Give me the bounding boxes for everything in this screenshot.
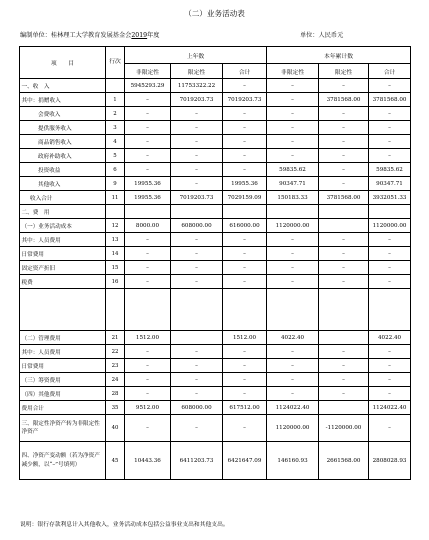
- row-label: 四、净资产变动额（若为净资产减少额，以“–”号填列）: [20, 442, 106, 480]
- row-line-no: 24: [106, 373, 125, 387]
- cell-prior-unrestricted: 9512.00: [125, 401, 171, 415]
- cell-current-restricted: 2661568.00: [319, 442, 369, 480]
- cell-prior-unrestricted: –: [125, 93, 171, 107]
- cell-prior-total: 7029159.09: [223, 191, 267, 205]
- cell-prior-unrestricted: –: [125, 107, 171, 121]
- cell-current-total: [369, 289, 411, 331]
- cell-current-total: 4022.40: [369, 331, 411, 345]
- row-label: 提供服务收入: [20, 121, 106, 135]
- row-label: （三）筹资费用: [20, 373, 106, 387]
- cell-prior-unrestricted: –: [125, 121, 171, 135]
- cell-prior-unrestricted: –: [125, 233, 171, 247]
- row-label: 投资收益: [20, 163, 106, 177]
- cell-prior-total: –: [223, 373, 267, 387]
- header-prior-year: 上年数: [125, 47, 267, 64]
- cell-prior-total: –: [223, 345, 267, 359]
- header-prior-restricted: 限定性: [171, 64, 223, 79]
- row-line-no: 14: [106, 247, 125, 261]
- cell-current-unrestricted: –: [267, 261, 319, 275]
- row-line-no: 16: [106, 275, 125, 289]
- cell-prior-restricted: 608000.00: [171, 219, 223, 233]
- row-line-no: 23: [106, 359, 125, 373]
- cell-prior-restricted: –: [171, 261, 223, 275]
- cell-current-total: –: [369, 275, 411, 289]
- cell-current-total: –: [369, 261, 411, 275]
- cell-current-restricted: –: [319, 121, 369, 135]
- cell-current-restricted: –: [319, 261, 369, 275]
- cell-prior-unrestricted: 19955.36: [125, 191, 171, 205]
- cell-current-unrestricted: –: [267, 135, 319, 149]
- cell-prior-unrestricted: –: [125, 247, 171, 261]
- table-row: [20, 219, 411, 233]
- row-line-no: [106, 289, 125, 331]
- row-line-no: 13: [106, 233, 125, 247]
- row-line-no: [106, 205, 125, 219]
- cell-prior-total: –: [223, 107, 267, 121]
- cell-prior-total: –: [223, 261, 267, 275]
- row-label: 日常费用: [20, 247, 106, 261]
- cell-current-restricted: –: [319, 387, 369, 401]
- cell-current-restricted: –: [319, 345, 369, 359]
- row-line-no: 22: [106, 345, 125, 359]
- cell-prior-restricted: –: [171, 275, 223, 289]
- row-label: 会费收入: [20, 107, 106, 121]
- row-label: 一、收 入: [20, 79, 106, 93]
- org-line: [20, 30, 160, 42]
- cell-prior-restricted: [171, 331, 223, 345]
- cell-current-unrestricted: –: [267, 149, 319, 163]
- cell-prior-total: –: [223, 149, 267, 163]
- cell-current-unrestricted: –: [267, 233, 319, 247]
- cell-prior-restricted: –: [171, 247, 223, 261]
- table-row: [20, 107, 411, 121]
- cell-prior-total: [223, 289, 267, 331]
- cell-current-restricted: [319, 289, 369, 331]
- cell-current-unrestricted: –: [267, 93, 319, 107]
- cell-prior-total: 1512.00: [223, 331, 267, 345]
- cell-current-restricted: –: [319, 163, 369, 177]
- row-label: 收入合计: [20, 191, 106, 205]
- cell-current-unrestricted: –: [267, 359, 319, 373]
- cell-prior-unrestricted: 8000.00: [125, 219, 171, 233]
- cell-prior-restricted: 7019203.73: [171, 191, 223, 205]
- table-row: [20, 233, 411, 247]
- header-item: 项 目: [20, 47, 106, 79]
- table-row: [20, 289, 411, 331]
- cell-prior-restricted: –: [171, 163, 223, 177]
- cell-current-total: –: [369, 359, 411, 373]
- cell-current-unrestricted: 59835.62: [267, 163, 319, 177]
- table-row: [20, 442, 411, 480]
- cell-current-unrestricted: [267, 205, 319, 219]
- cell-prior-unrestricted: –: [125, 415, 171, 442]
- table-header: [20, 47, 411, 79]
- cell-prior-total: –: [223, 247, 267, 261]
- cell-current-restricted: [319, 205, 369, 219]
- header-line-no: 行次: [106, 47, 125, 79]
- cell-current-restricted: [319, 219, 369, 233]
- table-row: [20, 135, 411, 149]
- cell-prior-unrestricted: [125, 205, 171, 219]
- cell-current-restricted: –: [319, 233, 369, 247]
- table-row: [20, 163, 411, 177]
- activity-statement-table: [19, 46, 411, 480]
- cell-prior-unrestricted: –: [125, 359, 171, 373]
- cell-prior-restricted: –: [171, 345, 223, 359]
- row-label: 税费: [20, 275, 106, 289]
- cell-prior-total: [223, 205, 267, 219]
- cell-current-unrestricted: [267, 289, 319, 331]
- cell-current-unrestricted: 150183.33: [267, 191, 319, 205]
- cell-prior-restricted: –: [171, 387, 223, 401]
- cell-prior-unrestricted: –: [125, 149, 171, 163]
- cell-current-restricted: –: [319, 79, 369, 93]
- cell-current-total: –: [369, 79, 411, 93]
- cell-prior-total: –: [223, 415, 267, 442]
- cell-prior-restricted: –: [171, 177, 223, 191]
- row-line-no: 15: [106, 261, 125, 275]
- cell-current-restricted: –: [319, 107, 369, 121]
- cell-current-total: 1120000.00: [369, 219, 411, 233]
- row-line-no: 35: [106, 401, 125, 415]
- cell-current-total: 3781568.00: [369, 93, 411, 107]
- report-title: （二）业务活动表: [184, 9, 245, 18]
- row-line-no: 4: [106, 135, 125, 149]
- table-row: [20, 359, 411, 373]
- cell-current-restricted: –: [319, 359, 369, 373]
- cell-prior-total: –: [223, 233, 267, 247]
- footnote: 说明：银行存款利息计入其他收入，业务活动成本包括公益事业支出和其他支出。: [20, 522, 229, 528]
- cell-prior-unrestricted: 5945293.29: [125, 79, 171, 93]
- report-year: 2019: [131, 32, 148, 39]
- cell-prior-unrestricted: [125, 289, 171, 331]
- cell-current-restricted: [319, 331, 369, 345]
- report-meta: [0, 30, 429, 42]
- header-current-year: 本年累计数: [267, 47, 411, 64]
- row-label: 其中：人员费用: [20, 345, 106, 359]
- cell-prior-restricted: [171, 289, 223, 331]
- header-current-restricted: 限定性: [319, 64, 369, 79]
- table-row: [20, 345, 411, 359]
- cell-current-unrestricted: 1120000.00: [267, 219, 319, 233]
- cell-current-total: 1124022.40: [369, 401, 411, 415]
- cell-prior-total: 7019203.73: [223, 93, 267, 107]
- header-current-total: 合计: [369, 64, 411, 79]
- cell-current-unrestricted: 1124022.40: [267, 401, 319, 415]
- cell-current-total: –: [369, 373, 411, 387]
- cell-current-unrestricted: 90347.71: [267, 177, 319, 191]
- row-label: 费用合计: [20, 401, 106, 415]
- cell-prior-restricted: –: [171, 135, 223, 149]
- cell-prior-unrestricted: –: [125, 387, 171, 401]
- cell-current-unrestricted: –: [267, 79, 319, 93]
- cell-current-unrestricted: –: [267, 275, 319, 289]
- cell-prior-unrestricted: –: [125, 261, 171, 275]
- cell-current-unrestricted: 1120000.00: [267, 415, 319, 442]
- row-label: （二）管理费用: [20, 331, 106, 345]
- table-row: [20, 415, 411, 442]
- row-label: 商品销售收入: [20, 135, 106, 149]
- cell-current-total: [369, 205, 411, 219]
- cell-current-unrestricted: –: [267, 345, 319, 359]
- table-row: [20, 149, 411, 163]
- row-line-no: 11: [106, 191, 125, 205]
- table-row: [20, 205, 411, 219]
- cell-prior-total: –: [223, 79, 267, 93]
- table-row: [20, 275, 411, 289]
- cell-prior-total: –: [223, 121, 267, 135]
- row-line-no: 21: [106, 331, 125, 345]
- cell-prior-restricted: 6411203.73: [171, 442, 223, 480]
- cell-prior-total: –: [223, 275, 267, 289]
- header-prior-total: 合计: [223, 64, 267, 79]
- org-label: 编制单位：桂林理工大学教育发展基金会: [20, 32, 132, 39]
- cell-prior-restricted: –: [171, 415, 223, 442]
- row-label: 日常费用: [20, 359, 106, 373]
- cell-current-unrestricted: –: [267, 247, 319, 261]
- cell-prior-total: 19955.36: [223, 177, 267, 191]
- table-body: [20, 79, 411, 480]
- cell-current-unrestricted: –: [267, 373, 319, 387]
- cell-current-restricted: [319, 401, 369, 415]
- cell-prior-total: –: [223, 163, 267, 177]
- cell-prior-unrestricted: –: [125, 373, 171, 387]
- table-row: [20, 373, 411, 387]
- cell-prior-unrestricted: 10443.36: [125, 442, 171, 480]
- row-line-no: [106, 79, 125, 93]
- cell-prior-unrestricted: 19955.36: [125, 177, 171, 191]
- cell-current-total: –: [369, 345, 411, 359]
- cell-prior-restricted: –: [171, 149, 223, 163]
- row-line-no: 1: [106, 93, 125, 107]
- cell-current-total: –: [369, 121, 411, 135]
- table-row: [20, 191, 411, 205]
- period-label: 年度: [147, 32, 160, 39]
- cell-prior-restricted: 608000.00: [171, 401, 223, 415]
- cell-current-total: –: [369, 247, 411, 261]
- cell-current-total: –: [369, 107, 411, 121]
- cell-prior-restricted: –: [171, 373, 223, 387]
- cell-prior-restricted: –: [171, 107, 223, 121]
- table-row: [20, 401, 411, 415]
- cell-prior-restricted: 11753322.22: [171, 79, 223, 93]
- cell-current-restricted: –: [319, 177, 369, 191]
- cell-current-total: 3932051.33: [369, 191, 411, 205]
- cell-current-restricted: -1120000.00: [319, 415, 369, 442]
- cell-prior-unrestricted: –: [125, 345, 171, 359]
- cell-current-unrestricted: –: [267, 387, 319, 401]
- cell-current-unrestricted: 146160.93: [267, 442, 319, 480]
- header-current-unrestricted: 非限定性: [267, 64, 319, 79]
- row-line-no: 12: [106, 219, 125, 233]
- row-label: 三、限定性净资产转为非限定性净资产: [20, 415, 106, 442]
- table-row: [20, 387, 411, 401]
- row-line-no: 2: [106, 107, 125, 121]
- row-line-no: 28: [106, 387, 125, 401]
- cell-prior-total: 616000.00: [223, 219, 267, 233]
- cell-prior-unrestricted: –: [125, 163, 171, 177]
- cell-prior-total: –: [223, 135, 267, 149]
- row-label: 其中：人员费用: [20, 233, 106, 247]
- table-row: [20, 121, 411, 135]
- cell-prior-unrestricted: 1512.00: [125, 331, 171, 345]
- table-row: [20, 93, 411, 107]
- cell-current-unrestricted: –: [267, 121, 319, 135]
- cell-prior-restricted: –: [171, 121, 223, 135]
- row-line-no: 40: [106, 415, 125, 442]
- cell-current-restricted: –: [319, 275, 369, 289]
- row-label: 其中：捐赠收入: [20, 93, 106, 107]
- cell-prior-total: 617512.00: [223, 401, 267, 415]
- cell-prior-total: –: [223, 359, 267, 373]
- row-label: 二、费 用: [20, 205, 106, 219]
- row-label: （四）其他费用: [20, 387, 106, 401]
- cell-prior-total: 6421647.09: [223, 442, 267, 480]
- cell-current-restricted: –: [319, 135, 369, 149]
- row-label: 其他收入: [20, 177, 106, 191]
- cell-current-restricted: –: [319, 373, 369, 387]
- cell-current-total: 90347.71: [369, 177, 411, 191]
- header-prior-unrestricted: 非限定性: [125, 64, 171, 79]
- cell-current-restricted: 3781568.00: [319, 93, 369, 107]
- cell-current-total: –: [369, 135, 411, 149]
- table-row: [20, 79, 411, 93]
- row-line-no: 5: [106, 149, 125, 163]
- row-line-no: 3: [106, 121, 125, 135]
- row-label: 政府补助收入: [20, 149, 106, 163]
- cell-current-total: 59835.62: [369, 163, 411, 177]
- cell-current-restricted: 3781568.00: [319, 191, 369, 205]
- cell-prior-restricted: –: [171, 359, 223, 373]
- cell-current-total: –: [369, 149, 411, 163]
- cell-prior-restricted: [171, 205, 223, 219]
- table-row: [20, 177, 411, 191]
- cell-prior-restricted: 7019203.73: [171, 93, 223, 107]
- cell-current-unrestricted: 4022.40: [267, 331, 319, 345]
- currency-unit: 单位：人民币元: [300, 32, 344, 39]
- table-row: [20, 261, 411, 275]
- row-line-no: 45: [106, 442, 125, 480]
- row-line-no: 9: [106, 177, 125, 191]
- cell-prior-total: –: [223, 387, 267, 401]
- cell-current-total: –: [369, 415, 411, 442]
- row-label: （一）业务活动成本: [20, 219, 106, 233]
- row-label: [20, 289, 106, 331]
- cell-current-unrestricted: –: [267, 107, 319, 121]
- table-row: [20, 247, 411, 261]
- cell-current-total: 2808028.93: [369, 442, 411, 480]
- cell-current-restricted: –: [319, 247, 369, 261]
- row-label: 固定资产折旧: [20, 261, 106, 275]
- cell-current-total: –: [369, 387, 411, 401]
- row-line-no: 6: [106, 163, 125, 177]
- cell-current-restricted: –: [319, 149, 369, 163]
- table-row: [20, 331, 411, 345]
- cell-prior-unrestricted: –: [125, 275, 171, 289]
- cell-current-total: –: [369, 233, 411, 247]
- cell-prior-restricted: –: [171, 233, 223, 247]
- cell-prior-unrestricted: –: [125, 135, 171, 149]
